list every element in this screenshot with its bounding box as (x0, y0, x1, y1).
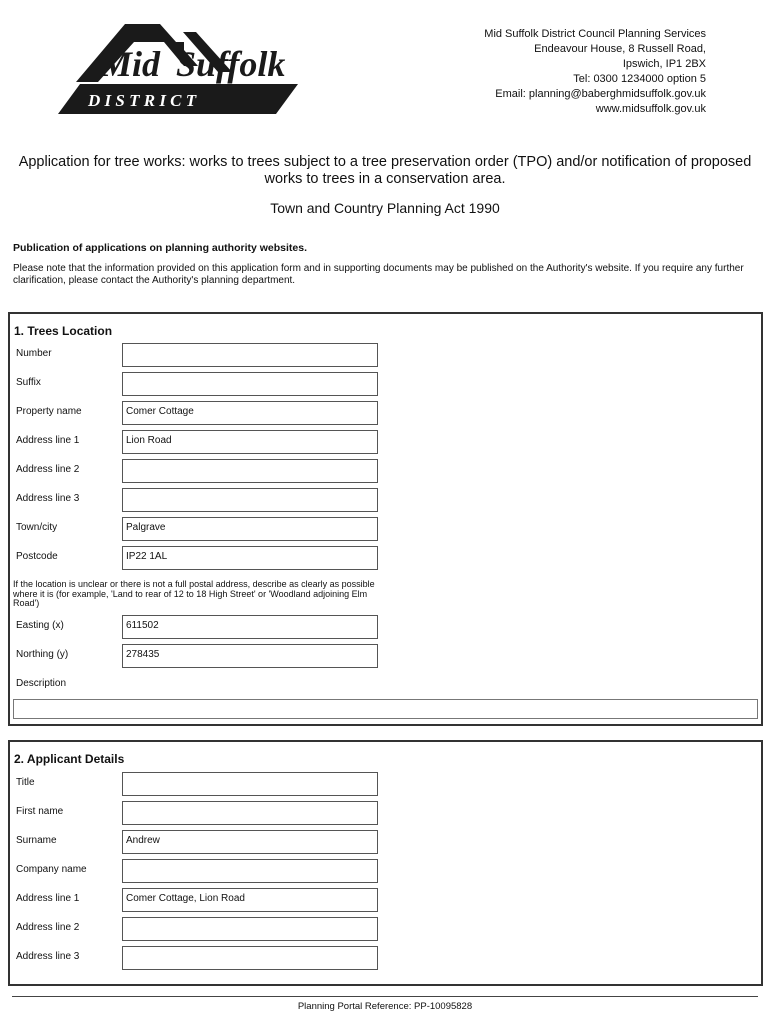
title-field[interactable] (122, 772, 378, 796)
address-line-3-field[interactable] (122, 488, 378, 512)
suffix-field[interactable] (122, 372, 378, 396)
first-name-label: First name (16, 806, 64, 817)
section-applicant-details (8, 740, 763, 986)
council-address-line-2: Ipswich, IP1 2BX (622, 58, 706, 70)
applicant-address-line-3-label: Address line 3 (16, 951, 80, 962)
postcode-field[interactable]: IP22 1AL (122, 546, 378, 570)
easting-field[interactable]: 611502 (122, 615, 378, 639)
publication-heading: Publication of applications on planning authority websites. (13, 242, 308, 254)
applicant-address-line-1-label: Address line 1 (16, 893, 80, 904)
section-title: 1. Trees Location (14, 324, 113, 338)
address-line-2-field[interactable] (122, 459, 378, 483)
footer-divider (12, 996, 758, 997)
form-subtitle: Town and Country Planning Act 1990 (270, 200, 500, 216)
applicant-address-line-2-field[interactable] (122, 917, 378, 941)
publication-text: Please note that the information provided on this application form and in supporting documents may be published on the Authority's website. If you require any further clarification, please contact the Authority's planning department. (13, 263, 744, 286)
council-web: www.midsuffolk.gov.uk (595, 103, 706, 115)
property-name-field[interactable]: Comer Cottage (122, 401, 378, 425)
number-label: Number (16, 348, 52, 359)
property-name-label: Property name (16, 406, 82, 417)
form-title: Application for tree works: works to trees subject to a tree preservation order (TPO) and/or notification of proposed works to trees in a conservation area. (18, 154, 752, 187)
suffix-label: Suffix (16, 377, 41, 388)
postcode-label: Postcode (16, 551, 58, 562)
northing-field[interactable]: 278435 (122, 644, 378, 668)
council-address-line-1: Endeavour House, 8 Russell Road, (534, 43, 706, 55)
planning-portal-reference: Planning Portal Reference: PP-10095828 (297, 1001, 473, 1012)
applicant-address-line-2-label: Address line 2 (16, 922, 80, 933)
address-line-3-label: Address line 3 (16, 493, 80, 504)
mid-suffolk-logo (58, 16, 302, 132)
council-email: Email: planning@baberghmidsuffolk.gov.uk (495, 88, 706, 100)
address-line-2-label: Address line 2 (16, 464, 80, 475)
location-note: If the location is unclear or there is not a full postal address, describe as clearly as possible where it is (for example, 'Land to rear of 12 to 18 High Street' or 'Woodland adjoining Elm Road') (13, 579, 375, 608)
title-label: Title (16, 777, 35, 788)
council-name: Mid Suffolk District Council Planning Services (484, 28, 706, 40)
section-trees-location (8, 312, 763, 726)
address-line-1-label: Address line 1 (16, 435, 80, 446)
description-label: Description (16, 678, 67, 689)
northing-label: Northing (y) (16, 649, 69, 660)
applicant-address-line-3-field[interactable] (122, 946, 378, 970)
description-field[interactable] (13, 699, 758, 719)
town-city-label: Town/city (16, 522, 58, 533)
easting-label: Easting (x) (16, 620, 64, 631)
council-address (484, 27, 706, 117)
address-line-1-field[interactable]: Lion Road (122, 430, 378, 454)
company-name-label: Company name (16, 864, 87, 875)
number-field[interactable] (122, 343, 378, 367)
surname-label: Surname (16, 835, 57, 846)
surname-field[interactable]: Andrew (122, 830, 378, 854)
logo-word-mid: Mid (100, 44, 161, 84)
first-name-field[interactable] (122, 801, 378, 825)
logo-word-district: D I S T R I C T (88, 91, 197, 110)
applicant-address-line-1-field[interactable]: Comer Cottage, Lion Road (122, 888, 378, 912)
town-city-field[interactable]: Palgrave (122, 517, 378, 541)
company-name-field[interactable] (122, 859, 378, 883)
section-title: 2. Applicant Details (14, 752, 125, 766)
logo-word-suffolk: Suffolk (176, 44, 286, 84)
council-tel: Tel: 0300 1234000 option 5 (573, 73, 706, 85)
